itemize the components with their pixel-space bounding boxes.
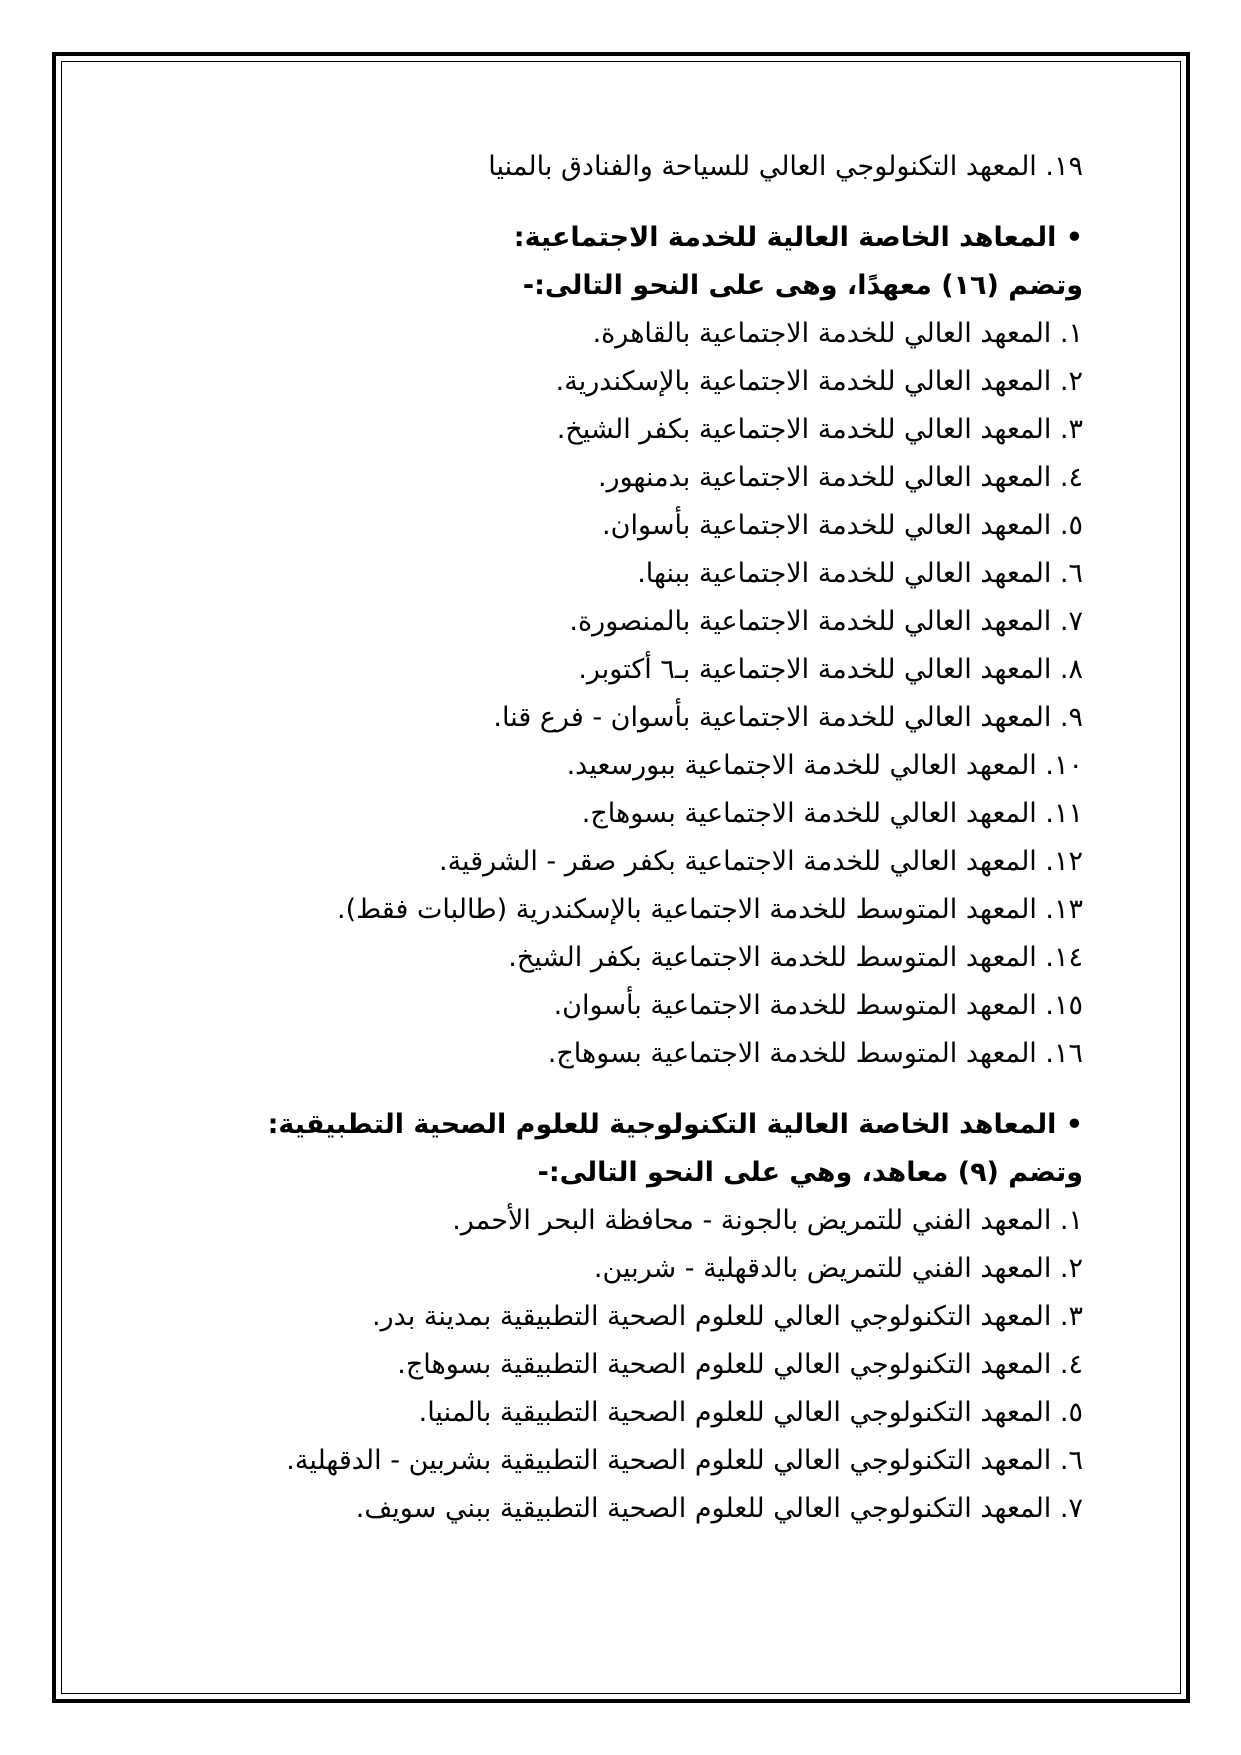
section-social-work (150, 214, 1083, 1078)
list-item: ١٣. المعهد المتوسط للخدمة الاجتماعية بالإسكندرية (طالبات فقط). (337, 894, 1083, 925)
section-subheading: وتضم (١٦) معهدًا، وهى على النحو التالى:- (522, 270, 1083, 301)
list-item: ١. المعهد الفني للتمريض بالجونة - محافظة البحر الأحمر. (452, 1205, 1083, 1236)
list-item: ٤. المعهد العالي للخدمة الاجتماعية بدمنهور. (597, 462, 1083, 493)
institute-list (150, 310, 1083, 1078)
list-item: ٦. المعهد التكنولوجي العالي للعلوم الصحية التطبيقية بشربين - الدقهلية. (286, 1445, 1083, 1476)
list-item: ٨. المعهد العالي للخدمة الاجتماعية بـ٦ أكتوبر. (578, 654, 1083, 685)
list-item: ٦. المعهد العالي للخدمة الاجتماعية ببنها. (637, 558, 1083, 589)
institute-list (150, 1197, 1083, 1533)
section-heading: • المعاهد الخاصة العالية التكنولوجية للعلوم الصحية التطبيقية: (267, 1109, 1083, 1140)
list-item: ٣. المعهد العالي للخدمة الاجتماعية بكفر الشيخ. (556, 414, 1083, 445)
list-item: ٥. المعهد التكنولوجي العالي للعلوم الصحية التطبيقية بالمنيا. (418, 1397, 1083, 1428)
list-item: ٤. المعهد التكنولوجي العالي للعلوم الصحية التطبيقية بسوهاج. (397, 1349, 1083, 1380)
list-item: ٣. المعهد التكنولوجي العالي للعلوم الصحية التطبيقية بمدينة بدر. (371, 1301, 1083, 1332)
section-health-sciences (150, 1101, 1083, 1533)
list-item: ٧. المعهد التكنولوجي العالي للعلوم الصحية التطبيقية ببني سويف. (355, 1493, 1083, 1524)
list-item: ٢. المعهد الفني للتمريض بالدقهلية - شربين. (593, 1253, 1083, 1284)
section-heading: • المعاهد الخاصة العالية للخدمة الاجتماعية: (513, 222, 1083, 253)
list-item: ١٥. المعهد المتوسط للخدمة الاجتماعية بأسوان. (553, 990, 1083, 1021)
list-item: ١٦. المعهد المتوسط للخدمة الاجتماعية بسوهاج. (547, 1038, 1083, 1069)
list-item: ٩. المعهد العالي للخدمة الاجتماعية بأسوان - فرع قنا. (493, 702, 1083, 733)
list-item: ١. المعهد العالي للخدمة الاجتماعية بالقاهرة. (592, 318, 1083, 349)
list-item: ٥. المعهد العالي للخدمة الاجتماعية بأسوان. (602, 510, 1083, 541)
list-item: ١٢. المعهد العالي للخدمة الاجتماعية بكفر صقر - الشرقية. (439, 846, 1083, 877)
list-item: ١١. المعهد العالي للخدمة الاجتماعية بسوهاج. (581, 798, 1083, 829)
document-body (150, 143, 1083, 1533)
list-item: ١٩. المعهد التكنولوجي العالي للسياحة والفنادق بالمنيا (488, 151, 1083, 182)
list-item: ٢. المعهد العالي للخدمة الاجتماعية بالإسكندرية. (555, 366, 1083, 397)
section-subheading: وتضم (٩) معاهد، وهي على النحو التالى:- (537, 1157, 1083, 1188)
list-item: ١٠. المعهد العالي للخدمة الاجتماعية ببورسعيد. (566, 750, 1083, 781)
list-item: ٧. المعهد العالي للخدمة الاجتماعية بالمنصورة. (569, 606, 1083, 637)
list-item: ١٤. المعهد المتوسط للخدمة الاجتماعية بكفر الشيخ. (508, 942, 1083, 973)
